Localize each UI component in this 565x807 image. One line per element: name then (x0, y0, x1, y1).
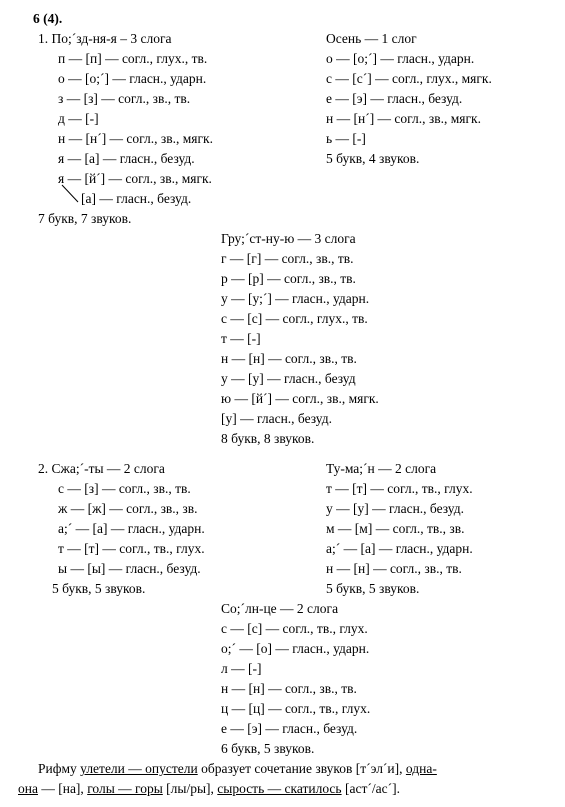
word-1-row: п — [п] — согл., глух., тв. (58, 51, 208, 66)
word-6-row: е — [э] — гласн., безуд. (221, 721, 358, 736)
word-3-row: у — [у;´] — гласн., ударн. (221, 291, 370, 306)
word-4-title: 2. Сжа;´-ты — 2 слога (38, 461, 165, 476)
rhyme-pair: одна- (405, 761, 437, 776)
word-3-row: р — [р] — согл., зв., тв. (221, 271, 356, 286)
word-1-row: о — [о;´] — гласн., ударн. (58, 71, 207, 86)
word-1-row: н — [н´] — согл., зв., мягк. (58, 131, 213, 146)
rhyme-pair: она (18, 781, 38, 796)
word-3-row: г — [г] — согл., зв., тв. (221, 251, 354, 266)
word-4-row: с — [з] — согл., зв., тв. (58, 481, 191, 496)
word-2-row: с — [с´] — согл., глух., мягк. (326, 71, 492, 86)
word-5-row: т — [т] — согл., тв., глух. (326, 481, 473, 496)
rhyme-line-2 (18, 781, 400, 797)
word-1-row: я — [а] — гласн., безуд. (58, 151, 195, 166)
word-3-title: Гру;´ст-ну-ю — 3 слога (221, 231, 356, 246)
word-3-row: ю — [й´] — согл., зв., мягк. (221, 391, 379, 406)
word-2-row: ь — [-] (326, 131, 366, 146)
word-1-title: 1. По;´зд-ня-я – 3 слога (38, 31, 172, 46)
word-2-summary: 5 букв, 4 звуков. (326, 151, 420, 166)
word-4-summary: 5 букв, 5 звуков. (52, 581, 146, 596)
rhyme-text: — [на], (37, 781, 88, 796)
word-4-row: а;´ — [а] — гласн., ударн. (58, 521, 205, 536)
word-3-row: [у] — гласн., безуд. (221, 411, 332, 426)
word-1-summary: 7 букв, 7 звуков. (38, 211, 132, 226)
word-1-row: [а] — гласн., безуд. (81, 191, 192, 206)
word-5-row: у — [у] — гласн., безуд. (326, 501, 464, 516)
word-5-title: Ту-ма;´н — 2 слога (326, 461, 437, 476)
word-3-row: у — [у] — гласн., безуд (221, 371, 356, 386)
word-6-row: н — [н] — согл., зв., тв. (221, 681, 357, 696)
rhyme-line-1 (38, 761, 437, 777)
heading: 6 (4). (33, 11, 63, 26)
rhyme-text: [аст´/ас´]. (341, 781, 400, 796)
word-2-row: н — [н´] — согл., зв., мягк. (326, 111, 481, 126)
word-3-row: с — [с] — согл., глух., тв. (221, 311, 368, 326)
word-2-title: Осень — 1 слог (326, 31, 417, 46)
word-6-row: ц — [ц] — согл., тв., глух. (221, 701, 371, 716)
word-2-row: е — [э] — гласн., безуд. (326, 91, 463, 106)
word-6-row: л — [-] (221, 661, 262, 676)
rhyme-text: образует сочетание звуков [т´эл´и], (197, 761, 406, 776)
word-1-row: д — [-] (58, 111, 99, 126)
rhyme-pair: голы — горы (87, 781, 163, 796)
word-3-row: т — [-] (221, 331, 261, 346)
word-1-row: з — [з] — согл., зв., тв. (58, 91, 191, 106)
word-3-summary: 8 букв, 8 звуков. (221, 431, 315, 446)
word-4-row: ж — [ж] — согл., зв., зв. (58, 501, 198, 516)
word-5-row: а;´ — [а] — гласн., ударн. (326, 541, 473, 556)
rhyme-text: Рифму (38, 761, 81, 776)
word-4-row: ы — [ы] — гласн., безуд. (58, 561, 201, 576)
word-6-summary: 6 букв, 5 звуков. (221, 741, 315, 756)
word-5-row: н — [н] — согл., зв., тв. (326, 561, 462, 576)
branch-connector (54, 181, 84, 209)
rhyme-text: [лы/ры], (162, 781, 218, 796)
word-5-summary: 5 букв, 5 звуков. (326, 581, 420, 596)
word-5-row: м — [м] — согл., тв., зв. (326, 521, 465, 536)
word-3-row: н — [н] — согл., зв., тв. (221, 351, 357, 366)
word-2-row: о — [о;´] — гласн., ударн. (326, 51, 475, 66)
rhyme-pair: улетели — опустели (80, 761, 198, 776)
word-4-row: т — [т] — согл., тв., глух. (58, 541, 205, 556)
word-6-title: Со;´лн-це — 2 слога (221, 601, 339, 616)
rhyme-pair: сырость — скатилось (217, 781, 342, 796)
word-1-row: я — [й´] — согл., зв., мягк. (58, 171, 212, 186)
word-6-row: о;´ — [о] — гласн., ударн. (221, 641, 370, 656)
word-6-row: с — [с] — согл., тв., глух. (221, 621, 368, 636)
